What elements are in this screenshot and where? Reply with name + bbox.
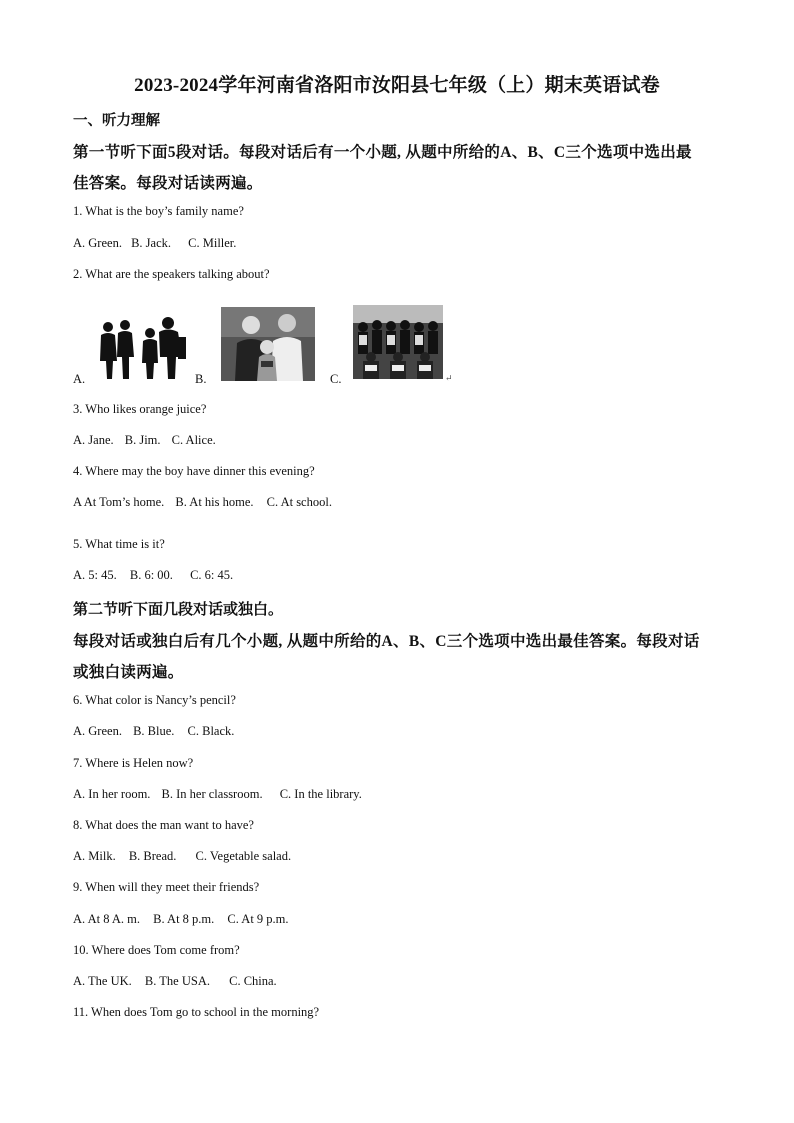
question-6: 6. What color is Nancy’s pencil?	[73, 693, 236, 707]
team-photo-picture	[353, 305, 443, 379]
option-a: A. Green.	[73, 724, 122, 738]
options-3	[73, 433, 216, 448]
option-b-label: B.	[195, 372, 207, 386]
question-1: 1. What is the boy’s family name?	[73, 204, 244, 218]
option-c: C. Black.	[187, 724, 235, 738]
exam-title: 2023-2024学年河南省洛阳市汝阳县七年级（上）期末英语试卷	[134, 75, 660, 96]
options-9	[73, 912, 289, 927]
question-5: 5. What time is it?	[73, 537, 165, 551]
question-7: 7. Where is Helen now?	[73, 756, 194, 770]
option-b: B. At his home.	[175, 495, 254, 509]
option-a-label: A.	[73, 372, 86, 386]
options-8	[73, 849, 291, 864]
option-a: A. Jane.	[73, 433, 114, 447]
part2-instruction-cont: 或独白读两遍。	[73, 664, 184, 681]
option-c: C. Alice.	[171, 433, 216, 447]
option-b: B. At 8 p.m.	[153, 912, 215, 926]
option-c-label: C.	[330, 372, 342, 386]
part1-instruction-cont: 佳答案。每段对话读两遍。	[73, 175, 263, 192]
option-a: A. 5: 45.	[73, 568, 117, 582]
question-10: 10. Where does Tom come from?	[73, 943, 240, 957]
family-photo-picture	[221, 307, 315, 381]
picture-options	[73, 305, 473, 390]
option-b: B. 6: 00.	[129, 568, 173, 582]
question-9: 9. When will they meet their friends?	[73, 880, 260, 894]
option-a: A. In her room.	[73, 787, 151, 801]
part2-instruction: 每段对话或独白后有几个小题, 从题中所给的A、B、C三个选项中选出最佳答案。每段对话	[73, 633, 700, 650]
option-c: C. China.	[229, 974, 277, 988]
option-a: A. At 8 A. m.	[73, 912, 141, 926]
options-4	[73, 495, 332, 510]
question-4: 4. Where may the boy have dinner this evening?	[73, 464, 315, 478]
options-7	[73, 787, 362, 802]
question-2: 2. What are the speakers talking about?	[73, 267, 270, 281]
option-c: C. 6: 45.	[190, 568, 234, 582]
option-c: C. Miller.	[188, 236, 237, 250]
option-b: B. Jim.	[124, 433, 161, 447]
section-heading-listening: 一、听力理解	[73, 113, 160, 129]
option-c: C. Vegetable salad.	[195, 849, 292, 863]
options-10	[73, 974, 277, 989]
option-c: C. In the library.	[279, 787, 362, 801]
question-11: 11. When does Tom go to school in the morning?	[73, 1005, 320, 1019]
option-c: C. At school.	[266, 495, 332, 509]
options-5	[73, 568, 233, 583]
paragraph-mark-icon: ↵	[445, 373, 453, 383]
part2-heading: 第二节听下面几段对话或独白。	[73, 602, 284, 618]
option-b: B. Bread.	[128, 849, 177, 863]
part1-instruction: 第一节听下面5段对话。每段对话后有一个小题, 从题中所给的A、B、C三个选项中选出最	[73, 144, 692, 161]
option-b: B. Jack.	[131, 236, 172, 250]
options-1	[73, 236, 236, 251]
students-group-picture	[98, 313, 190, 383]
option-a: A. Milk.	[73, 849, 116, 863]
question-8: 8. What does the man want to have?	[73, 818, 254, 832]
option-b: B. In her classroom.	[161, 787, 263, 801]
option-b: B. The USA.	[144, 974, 210, 988]
option-a: A. Green.	[73, 236, 122, 250]
option-a: A. The UK.	[73, 974, 132, 988]
option-a: A At Tom’s home.	[73, 495, 165, 509]
option-c: C. At 9 p.m.	[227, 912, 289, 926]
option-b: B. Blue.	[133, 724, 175, 738]
question-3: 3. Who likes orange juice?	[73, 402, 207, 416]
options-6	[73, 724, 234, 739]
